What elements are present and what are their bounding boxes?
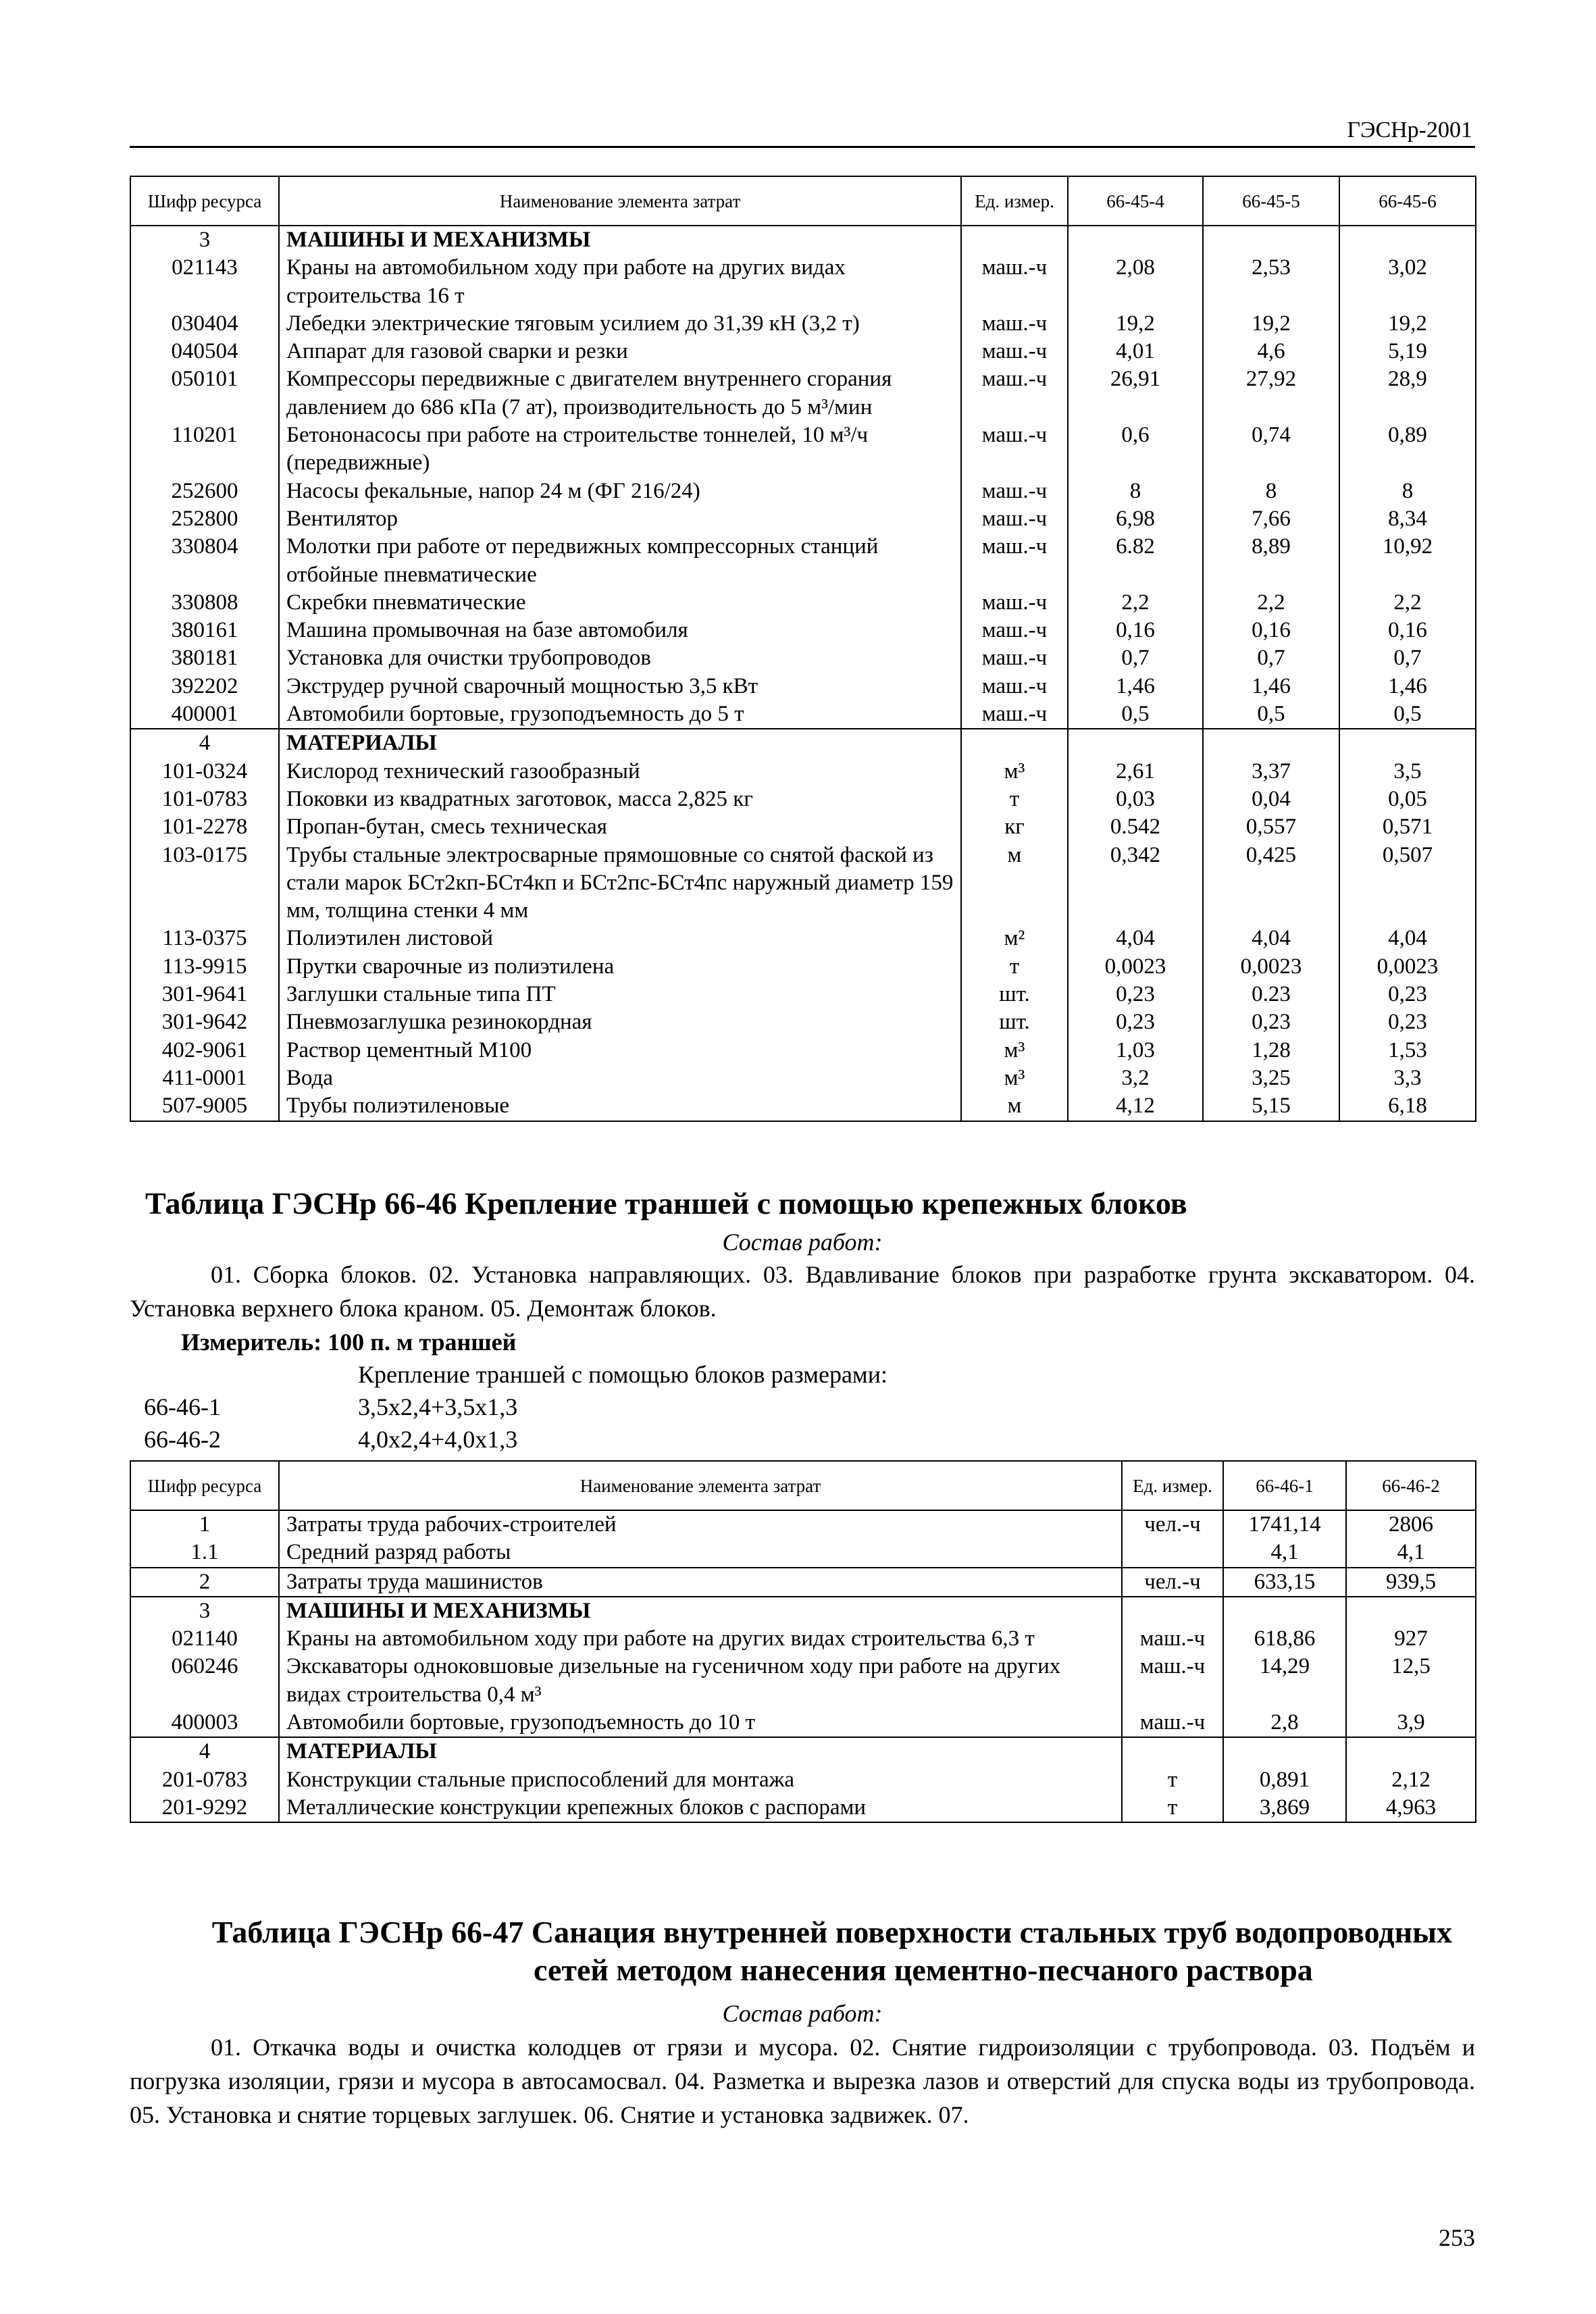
unit-cell: м³: [961, 1037, 1068, 1064]
col-header-code: Шифр ресурса: [130, 176, 279, 226]
variant-code: 66-46-2: [144, 1426, 221, 1453]
col-header-unit: Ед. измер.: [961, 176, 1068, 226]
unit-cell: маш.-ч: [961, 254, 1068, 310]
table-row: [130, 842, 1476, 925]
value-cell: 8: [1068, 478, 1203, 505]
section-row: [130, 1568, 1476, 1597]
value-cell: [1068, 226, 1203, 254]
value-cell: 5,15: [1203, 1092, 1339, 1121]
table-row: [130, 786, 1476, 813]
resource-code: 3: [130, 226, 279, 254]
value-cell: 1,46: [1203, 673, 1339, 700]
unit-cell: маш.-ч: [961, 617, 1068, 644]
value-cell: 3,3: [1339, 1064, 1476, 1092]
value-cell: 1,46: [1068, 673, 1203, 700]
value-cell: 4,04: [1339, 925, 1476, 952]
resource-code: 110201: [130, 421, 279, 478]
value-cell: 0,6: [1068, 421, 1203, 478]
value-cell: 0,7: [1068, 644, 1203, 672]
value-cell: 0,89: [1339, 421, 1476, 478]
unit-cell: м³: [961, 1064, 1068, 1092]
value-cell: 0,04: [1203, 786, 1339, 813]
value-cell: 4,12: [1068, 1092, 1203, 1121]
col-header-66-46-2: 66-46-2: [1346, 1461, 1476, 1510]
unit-cell: чел.-ч: [1122, 1510, 1223, 1539]
resource-name: Поковки из квадратных заготовок, масса 2,825 кг: [279, 786, 961, 813]
resource-name: МАТЕРИАЛЫ: [279, 729, 961, 757]
value-cell: 4,01: [1068, 338, 1203, 365]
table-row: [130, 365, 1476, 421]
resource-name: Трубы полиэтиленовые: [279, 1092, 961, 1121]
unit-cell: маш.-ч: [961, 478, 1068, 505]
unit-cell: чел.-ч: [1122, 1568, 1223, 1597]
unit-cell: маш.-ч: [961, 310, 1068, 338]
value-cell: 6,18: [1339, 1092, 1476, 1121]
unit-cell: маш.-ч: [961, 589, 1068, 617]
resource-code: 392202: [130, 673, 279, 700]
value-cell: 2806: [1346, 1510, 1476, 1539]
resource-code: 040504: [130, 338, 279, 365]
resource-name: Затраты труда машинистов: [279, 1568, 1122, 1597]
col-header-66-46-1: 66-46-1: [1223, 1461, 1346, 1510]
value-cell: 927: [1346, 1625, 1476, 1653]
resource-name: Насосы фекальные, напор 24 м (ФГ 216/24): [279, 478, 961, 505]
resources-table-66-45: [130, 176, 1476, 1122]
resource-code: 330804: [130, 533, 279, 589]
value-cell: [1203, 226, 1339, 254]
table-row: [130, 1709, 1476, 1737]
resource-code: 402-9061: [130, 1037, 279, 1064]
value-cell: 0,7: [1203, 644, 1339, 672]
value-cell: 3,25: [1203, 1064, 1339, 1092]
table-row: [130, 617, 1476, 644]
resource-name: Автомобили бортовые, грузоподъемность до 10 т: [279, 1709, 1122, 1737]
value-cell: 0,891: [1223, 1766, 1346, 1794]
resource-name: Затраты труда рабочих-строителей: [279, 1510, 1122, 1539]
resource-code: 301-9642: [130, 1008, 279, 1036]
resource-code: 1.1: [130, 1539, 279, 1567]
table-row: [130, 1037, 1476, 1064]
resource-name: Средний разряд работы: [279, 1539, 1122, 1567]
value-cell: 3,9: [1346, 1709, 1476, 1737]
unit-cell: маш.-ч: [961, 505, 1068, 533]
unit-cell: маш.-ч: [961, 338, 1068, 365]
value-cell: 8,89: [1203, 533, 1339, 589]
value-cell: 14,29: [1223, 1653, 1346, 1709]
resource-name: Трубы стальные электросварные прямошовные со снятой фаской из стали марок БСт2кп-БСт4кп и БСт2пс-БСт4пс наружный диаметр 159 мм, толщина стенки 4 мм: [279, 842, 961, 925]
resource-code: 301-9641: [130, 981, 279, 1008]
table-66-47-title-line2: сетей методом нанесения цементно-песчаного раствора: [534, 1953, 1313, 1987]
unit-cell: [1122, 1597, 1223, 1625]
variant-desc: 3,5х2,4+3,5х1,3: [358, 1393, 518, 1420]
resource-code: 060246: [130, 1653, 279, 1709]
col-header-unit: Ед. измер.: [1122, 1461, 1223, 1510]
unit-cell: [1122, 1539, 1223, 1567]
value-cell: 4,6: [1203, 338, 1339, 365]
unit-cell: маш.-ч: [961, 365, 1068, 421]
value-cell: [1346, 1597, 1476, 1625]
resource-name: Краны на автомобильном ходу при работе на других видах строительства 16 т: [279, 254, 961, 310]
value-cell: 2,8: [1223, 1709, 1346, 1737]
unit-cell: маш.-ч: [961, 421, 1068, 478]
table-row: [130, 254, 1476, 310]
value-cell: 633,15: [1223, 1568, 1346, 1597]
table-row: [130, 1064, 1476, 1092]
value-cell: 5,19: [1339, 338, 1476, 365]
section-row: [130, 1597, 1476, 1625]
resource-code: 1: [130, 1510, 279, 1539]
composition-text: 01. Откачка воды и очистка колодцев от грязи и мусора. 02. Снятие гидроизоляции с трубопровода. 03. Подъём и погрузка изоляции, грязи и мусора в автосамосвал. 04. Разметка и вырезка лазов и отверстий для спуска воды из трубопровода. 05. Установка и снятие торцевых заглушек. 06. Снятие и установка задвижек. 07.: [130, 2034, 1475, 2128]
variants-title: Крепление траншей с помощью блоков размерами:: [358, 1361, 887, 1388]
measure-unit: Измеритель: 100 п. м траншей: [181, 1329, 517, 1356]
value-cell: 2,2: [1203, 589, 1339, 617]
value-cell: 0,23: [1339, 981, 1476, 1008]
value-cell: 3,02: [1339, 254, 1476, 310]
resource-code: 507-9005: [130, 1092, 279, 1121]
value-cell: 7,66: [1203, 505, 1339, 533]
col-header-66-45-6: 66-45-6: [1339, 176, 1476, 226]
value-cell: 19,2: [1203, 310, 1339, 338]
resource-name: Заглушки стальные типа ПТ: [279, 981, 961, 1008]
value-cell: 3,869: [1223, 1794, 1346, 1822]
table-row: [130, 1539, 1476, 1567]
resource-code: 050101: [130, 365, 279, 421]
resource-name: Молотки при работе от передвижных компрессорных станций отбойные пневматические: [279, 533, 961, 589]
table-row: [130, 925, 1476, 952]
unit-cell: шт.: [961, 981, 1068, 1008]
table-row: [130, 1092, 1476, 1121]
value-cell: 4,04: [1068, 925, 1203, 952]
resource-name: МАШИНЫ И МЕХАНИЗМЫ: [279, 1597, 1122, 1625]
value-cell: 19,2: [1339, 310, 1476, 338]
unit-cell: маш.-ч: [961, 533, 1068, 589]
value-cell: 0,425: [1203, 842, 1339, 925]
resource-code: 400003: [130, 1709, 279, 1737]
value-cell: 0,5: [1068, 700, 1203, 729]
resource-code: 3: [130, 1597, 279, 1625]
resource-name: Бетононасосы при работе на строительстве тоннелей, 10 м³/ч (передвижные): [279, 421, 961, 478]
value-cell: 0,0023: [1068, 953, 1203, 981]
value-cell: 0.542: [1068, 813, 1203, 841]
resource-code: 101-0324: [130, 758, 279, 786]
resource-code: 113-9915: [130, 953, 279, 981]
value-cell: 618,86: [1223, 1625, 1346, 1653]
composition-text: 01. Сборка блоков. 02. Установка направляющих. 03. Вдавливание блоков при разработке грунта экскаватором. 04. Установка верхнего блока краном. 05. Демонтаж блоков.: [130, 1261, 1475, 1322]
value-cell: 0,74: [1203, 421, 1339, 478]
value-cell: 6.82: [1068, 533, 1203, 589]
value-cell: 8: [1203, 478, 1339, 505]
value-cell: 27,92: [1203, 365, 1339, 421]
value-cell: [1223, 1737, 1346, 1766]
value-cell: 2,2: [1068, 589, 1203, 617]
resource-code: 101-2278: [130, 813, 279, 841]
col-header-name: Наименование элемента затрат: [279, 1461, 1122, 1510]
table-row: [130, 1766, 1476, 1794]
unit-cell: м²: [961, 925, 1068, 952]
resource-code: 380161: [130, 617, 279, 644]
value-cell: 6,98: [1068, 505, 1203, 533]
resource-name: Конструкции стальные приспособлений для монтажа: [279, 1766, 1122, 1794]
value-cell: 0,03: [1068, 786, 1203, 813]
table-row: [130, 338, 1476, 365]
unit-cell: маш.-ч: [1122, 1625, 1223, 1653]
value-cell: 0,16: [1203, 617, 1339, 644]
resource-name: Пневмозаглушка резинокордная: [279, 1008, 961, 1036]
value-cell: 939,5: [1346, 1568, 1476, 1597]
table-66-46-title: Таблица ГЭСНр 66-46 Крепление траншей с помощью крепежных блоков: [145, 1186, 1187, 1220]
col-header-66-45-5: 66-45-5: [1203, 176, 1339, 226]
value-cell: 0,0023: [1203, 953, 1339, 981]
value-cell: 0,0023: [1339, 953, 1476, 981]
resource-name: МАШИНЫ И МЕХАНИЗМЫ: [279, 226, 961, 254]
section-row: [130, 1510, 1476, 1539]
value-cell: 1741,14: [1223, 1510, 1346, 1539]
value-cell: 10,92: [1339, 533, 1476, 589]
section-row: [130, 729, 1476, 757]
value-cell: 0,557: [1203, 813, 1339, 841]
unit-cell: т: [961, 953, 1068, 981]
value-cell: 0,23: [1068, 981, 1203, 1008]
resource-name: Экструдер ручной сварочный мощностью 3,5 кВт: [279, 673, 961, 700]
resource-name: Компрессоры передвижные с двигателем внутреннего сгорания давлением до 686 кПа (7 ат), производительность до 5 м³/мин: [279, 365, 961, 421]
value-cell: [1223, 1597, 1346, 1625]
resource-code: 400001: [130, 700, 279, 729]
resource-code: 4: [130, 1737, 279, 1766]
table-row: [130, 1653, 1476, 1709]
value-cell: 2,08: [1068, 254, 1203, 310]
table-row: [130, 533, 1476, 589]
value-cell: 2,53: [1203, 254, 1339, 310]
resource-name: Прутки сварочные из полиэтилена: [279, 953, 961, 981]
unit-cell: маш.-ч: [961, 700, 1068, 729]
table-row: [130, 421, 1476, 478]
resource-name: Металлические конструкции крепежных блоков с распорами: [279, 1794, 1122, 1822]
resource-name: Пропан-бутан, смесь техническая: [279, 813, 961, 841]
table-row: [130, 673, 1476, 700]
value-cell: 0,16: [1068, 617, 1203, 644]
resource-name: Автомобили бортовые, грузоподъемность до 5 т: [279, 700, 961, 729]
resource-code: 252800: [130, 505, 279, 533]
unit-cell: маш.-ч: [961, 644, 1068, 672]
col-header-name: Наименование элемента затрат: [279, 176, 961, 226]
value-cell: [1068, 729, 1203, 757]
unit-cell: м³: [961, 758, 1068, 786]
table-row: [130, 981, 1476, 1008]
col-header-code: Шифр ресурса: [130, 1461, 279, 1510]
value-cell: 4,1: [1223, 1539, 1346, 1567]
value-cell: [1203, 729, 1339, 757]
unit-cell: маш.-ч: [1122, 1653, 1223, 1709]
value-cell: 1,53: [1339, 1037, 1476, 1064]
value-cell: 4,1: [1346, 1539, 1476, 1567]
unit-cell: т: [961, 786, 1068, 813]
running-header: [130, 115, 1475, 148]
value-cell: 4,04: [1203, 925, 1339, 952]
value-cell: 26,91: [1068, 365, 1203, 421]
resource-name: Полиэтилен листовой: [279, 925, 961, 952]
resource-name: Вентилятор: [279, 505, 961, 533]
unit-cell: кг: [961, 813, 1068, 841]
table-row: [130, 1008, 1476, 1036]
value-cell: 0,342: [1068, 842, 1203, 925]
value-cell: 0,23: [1339, 1008, 1476, 1036]
resource-name: Экскаваторы одноковшовые дизельные на гусеничном ходу при работе на других видах строительства 0,4 м³: [279, 1653, 1122, 1709]
resource-code: 252600: [130, 478, 279, 505]
resource-code: 021140: [130, 1625, 279, 1653]
value-cell: 0,507: [1339, 842, 1476, 925]
table-row: [130, 758, 1476, 786]
value-cell: 28,9: [1339, 365, 1476, 421]
unit-cell: маш.-ч: [1122, 1709, 1223, 1737]
value-cell: 3,2: [1068, 1064, 1203, 1092]
table-row: [130, 589, 1476, 617]
resource-code: 330808: [130, 589, 279, 617]
value-cell: 1,28: [1203, 1037, 1339, 1064]
composition-label: Состав работ:: [722, 1229, 883, 1256]
document-code: ГЭСНр-2001: [1347, 118, 1472, 143]
value-cell: 8: [1339, 478, 1476, 505]
resource-code: 201-9292: [130, 1794, 279, 1822]
value-cell: 2,2: [1339, 589, 1476, 617]
section-row: [130, 1737, 1476, 1766]
value-cell: 12,5: [1346, 1653, 1476, 1709]
value-cell: 2,12: [1346, 1766, 1476, 1794]
resource-name: МАТЕРИАЛЫ: [279, 1737, 1122, 1766]
table-row: [130, 644, 1476, 672]
resource-name: Установка для очистки трубопроводов: [279, 644, 961, 672]
unit-cell: т: [1122, 1766, 1223, 1794]
resource-name: Скребки пневматические: [279, 589, 961, 617]
unit-cell: м: [961, 842, 1068, 925]
resource-code: 030404: [130, 310, 279, 338]
resources-table-66-46: [130, 1460, 1476, 1823]
value-cell: 19,2: [1068, 310, 1203, 338]
value-cell: 1,46: [1339, 673, 1476, 700]
table-row: [130, 505, 1476, 533]
table-header-row: [130, 176, 1476, 226]
variant-code: 66-46-1: [144, 1393, 221, 1420]
resource-name: Вода: [279, 1064, 961, 1092]
value-cell: 0,571: [1339, 813, 1476, 841]
unit-cell: м: [961, 1092, 1068, 1121]
unit-cell: [961, 226, 1068, 254]
resource-code: 2: [130, 1568, 279, 1597]
resource-code: 021143: [130, 254, 279, 310]
resource-name: Лебедки электрические тяговым усилием до 31,39 кН (3,2 т): [279, 310, 961, 338]
value-cell: 2,61: [1068, 758, 1203, 786]
resource-code: 201-0783: [130, 1766, 279, 1794]
table-row: [130, 1794, 1476, 1822]
table-row: [130, 310, 1476, 338]
table-66-47-title-line1: Таблица ГЭСНр 66-47 Санация внутренней поверхности стальных труб водопроводных: [211, 1915, 1452, 1949]
resource-name: Машина промывочная на базе автомобиля: [279, 617, 961, 644]
value-cell: 0,05: [1339, 786, 1476, 813]
table-row: [130, 1625, 1476, 1653]
value-cell: 0,23: [1203, 1008, 1339, 1036]
value-cell: 8,34: [1339, 505, 1476, 533]
composition-label: Состав работ:: [722, 2000, 883, 2027]
value-cell: [1339, 729, 1476, 757]
table-row: [130, 953, 1476, 981]
value-cell: [1339, 226, 1476, 254]
value-cell: 1,03: [1068, 1037, 1203, 1064]
value-cell: 3,5: [1339, 758, 1476, 786]
resource-name: Краны на автомобильном ходу при работе на других видах строительства 6,3 т: [279, 1625, 1122, 1653]
unit-cell: маш.-ч: [961, 673, 1068, 700]
value-cell: 0,5: [1339, 700, 1476, 729]
col-header-66-45-4: 66-45-4: [1068, 176, 1203, 226]
section-row: [130, 226, 1476, 254]
value-cell: 4,963: [1346, 1794, 1476, 1822]
value-cell: 0.23: [1203, 981, 1339, 1008]
page-number: 253: [1439, 2224, 1475, 2251]
resource-code: 411-0001: [130, 1064, 279, 1092]
unit-cell: [961, 729, 1068, 757]
resource-name: Кислород технический газообразный: [279, 758, 961, 786]
value-cell: [1346, 1737, 1476, 1766]
variant-desc: 4,0х2,4+4,0х1,3: [358, 1426, 518, 1453]
table-row: [130, 478, 1476, 505]
resource-code: 101-0783: [130, 786, 279, 813]
unit-cell: шт.: [961, 1008, 1068, 1036]
table-row: [130, 700, 1476, 729]
value-cell: 0,16: [1339, 617, 1476, 644]
resource-code: 113-0375: [130, 925, 279, 952]
resource-code: 380181: [130, 644, 279, 672]
value-cell: 3,37: [1203, 758, 1339, 786]
unit-cell: т: [1122, 1794, 1223, 1822]
unit-cell: [1122, 1737, 1223, 1766]
table-row: [130, 813, 1476, 841]
table-header-row: [130, 1461, 1476, 1510]
value-cell: 0,7: [1339, 644, 1476, 672]
value-cell: 0,23: [1068, 1008, 1203, 1036]
resource-code: 4: [130, 729, 279, 757]
value-cell: 0,5: [1203, 700, 1339, 729]
resource-name: Раствор цементный М100: [279, 1037, 961, 1064]
resource-name: Аппарат для газовой сварки и резки: [279, 338, 961, 365]
resource-code: 103-0175: [130, 842, 279, 925]
